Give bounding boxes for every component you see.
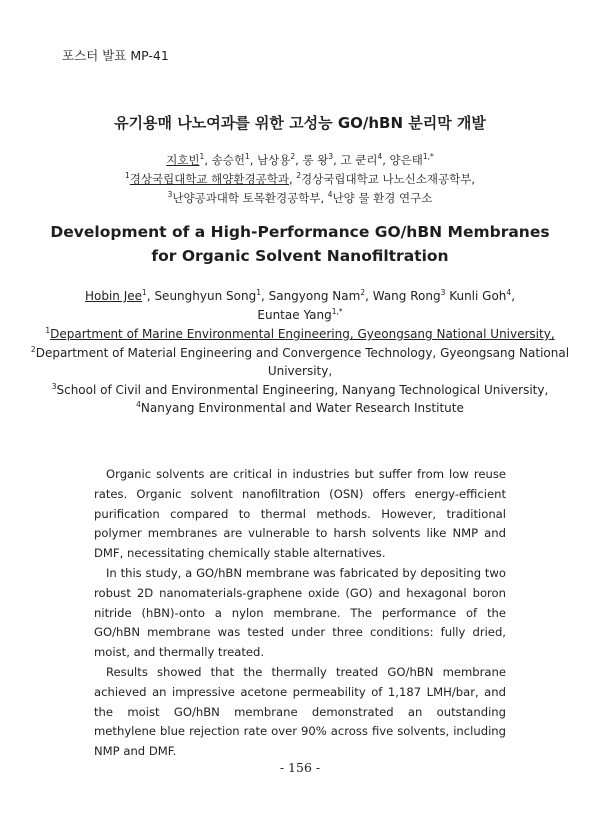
- author-affiliation-mark: 1: [142, 288, 147, 297]
- author-name: 지호빈: [166, 153, 200, 167]
- abstract: [94, 465, 506, 762]
- affiliation-text: Department of Marine Environmental Engineering, Gyeongsang National University,: [50, 327, 555, 341]
- author-affiliation-mark: 4: [377, 152, 383, 162]
- author-separator: ,: [249, 153, 258, 167]
- author-name: 양은태: [389, 153, 423, 167]
- author-name: Kunli Goh: [449, 289, 507, 303]
- author-affiliation-mark: 2: [360, 288, 366, 297]
- affiliation-4: [0, 399, 600, 418]
- author-affiliation-mark: 1,*: [422, 152, 434, 162]
- author-separator: ,: [146, 289, 155, 303]
- author-name: Sangyong Nam: [268, 289, 361, 303]
- abstract-paragraph-1: Organic solvents are critical in industries but suffer from low reuse rates. Organic solvent nanofiltration (OSN) offers energy-efficient purification compared to thermal methods. However, traditional polymer membranes are vulnerable to harsh solvents like NMP and DMF, necessitating chemically stable alternatives.: [94, 467, 506, 561]
- author-name: 롱 왕: [302, 153, 329, 167]
- author-separator: ,: [295, 153, 303, 167]
- affiliation-2: [0, 344, 600, 381]
- author-name: 남상용: [257, 153, 291, 167]
- author-separator: ,: [511, 289, 516, 303]
- author-name: 송승헌: [211, 153, 245, 167]
- korean-affiliation-line-2: [0, 189, 600, 208]
- affiliation-text: Department of Material Engineering and Convergence Technology, Gyeongsang National University,: [35, 345, 570, 378]
- author-name: Euntae Yang: [257, 308, 332, 322]
- affiliation-3: [0, 381, 600, 400]
- page-number: - 156 -: [279, 760, 321, 775]
- affiliation-mark: 3: [167, 190, 173, 200]
- affiliation-mark: 2: [30, 344, 36, 354]
- affiliation-mark: 4: [327, 190, 333, 200]
- affiliation-separator: ,: [288, 172, 297, 186]
- author-separator: ,: [333, 153, 341, 167]
- affiliation-text: 난양공과대학 토목환경공학부,: [172, 191, 328, 205]
- affiliation-mark: 2: [296, 171, 302, 181]
- author-name: Seunghyun Song: [154, 289, 257, 303]
- affiliation-text: 경상국립대학교 해양환경공학과: [129, 172, 289, 186]
- korean-affiliation-line-1: [0, 170, 600, 189]
- affiliation-text: Nanyang Environmental and Water Research Institute: [140, 401, 464, 415]
- affiliation-text: School of Civil and Environmental Engineering, Nanyang Technological University,: [56, 382, 549, 397]
- abstract-paragraph-2: In this study, a GO/hBN membrane was fabricated by depositing two robust 2D nanomaterials-graphene oxide (GO) and hexagonal boron nitride (hBN)-onto a nylon membrane. The performance of the GO/hBN membrane was tested under three conditions: fully dried, moist, and thermally treated.: [94, 565, 506, 660]
- author-affiliation-mark: 1,*: [331, 307, 343, 316]
- author-affiliation-mark: 4: [506, 288, 512, 297]
- affiliation-mark: 3: [51, 381, 57, 391]
- poster-code: 포스터 발표 MP-41: [62, 48, 169, 63]
- author-affiliation-mark: 3: [440, 288, 446, 297]
- author-affiliation-mark: 2: [290, 152, 296, 162]
- english-author-list: [0, 287, 600, 325]
- author-name: Wang Rong: [372, 289, 441, 303]
- english-title: [0, 220, 600, 268]
- author-separator: ,: [382, 153, 390, 167]
- author-separator: ,: [204, 153, 212, 167]
- korean-author-list: [0, 151, 600, 170]
- english-author-line-1: [0, 287, 600, 306]
- affiliation-text: 난양 물 환경 연구소: [332, 191, 433, 205]
- affiliation-1: [0, 325, 600, 344]
- author-affiliation-mark: 3: [328, 152, 334, 162]
- affiliation-text: 경상국립대학교 나노신소재공학부,: [301, 172, 475, 186]
- english-author-line-2: [0, 306, 600, 325]
- author-name: 고 쿤리: [340, 153, 378, 167]
- author-affiliation-mark: 1: [244, 152, 250, 162]
- author-affiliation-mark: 1: [199, 152, 205, 162]
- affiliation-mark: 4: [136, 400, 141, 409]
- korean-author-block: [0, 151, 600, 208]
- author-separator: ,: [260, 289, 269, 303]
- korean-title: 유기용매 나노여과를 위한 고성능 GO/hBN 분리막 개발: [114, 114, 486, 132]
- author-separator: ,: [365, 289, 373, 303]
- author-affiliation-mark: 1: [256, 288, 261, 297]
- abstract-paragraph-3: Results showed that the thermally treated GO/hBN membrane achieved an impressive acetone permeability of 1,187 LMH/bar, and the moist GO/hBN membrane demonstrated an outstanding methylene blue rejection rate over 90% across five solvents, including NMP and DMF.: [94, 664, 506, 759]
- affiliation-mark: 1: [124, 171, 130, 181]
- english-title-line-2: for Organic Solvent Nanofiltration: [151, 247, 449, 265]
- english-affiliations: [0, 325, 600, 418]
- affiliation-mark: 1: [45, 326, 51, 335]
- author-name: Hobin Jee: [84, 289, 143, 303]
- english-title-line-1: Development of a High-Performance GO/hBN Membranes: [50, 223, 550, 241]
